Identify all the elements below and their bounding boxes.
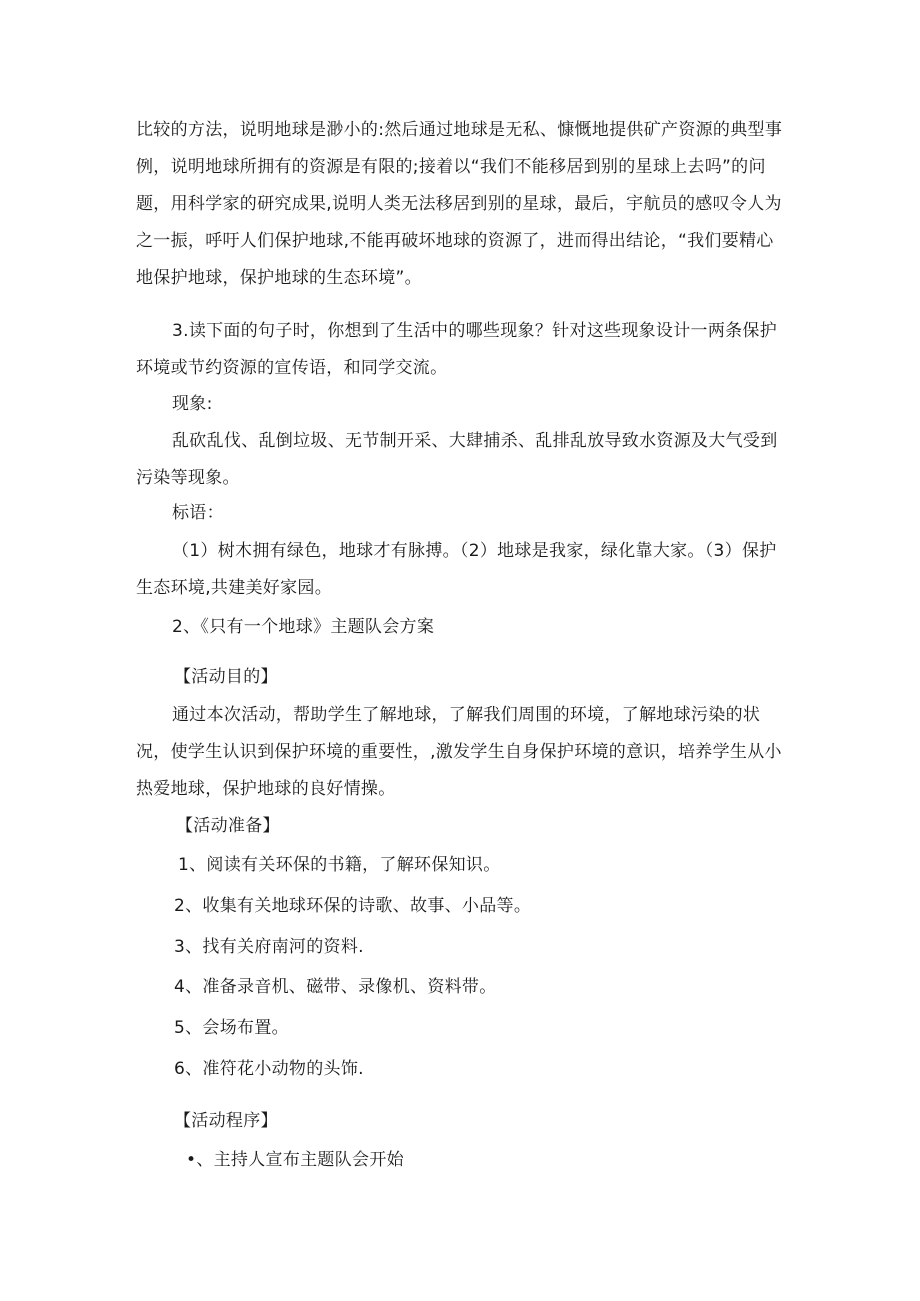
- prep-item-3: 3、找有关府南河的资料.: [174, 937, 364, 957]
- phenomena-label: 现象:: [172, 394, 213, 414]
- slogan-text: （1）树木拥有绿色，地球才有脉搏。（2）地球是我家，绿化靠大家。（3）保护生态环境,共建美好家园。: [136, 541, 777, 598]
- section-2-title: 2、《只有一个地球》主题队会方案: [172, 617, 435, 637]
- prep-item-2: 2、收集有关地球环保的诗歌、故事、小品等。: [174, 896, 532, 916]
- phenomena-text: 乱砍乱伐、乱倒垃圾、无节制开采、大肆捕杀、乱排乱放导致水资源及大气受到污染等现象。: [136, 431, 778, 488]
- prep-item-5: 5、会场布置。: [174, 1018, 289, 1038]
- intro-paragraph: 比较的方法，说明地球是渺小的:然后通过地球是无私、慷慨地提供矿产资源的典型事例，说明地球所拥有的资源是有限的;接着以“我们不能移居到别的星球上去吗”的问题，用科学家的研究成果,说明人类无法移居到别的星球，最后，宇航员的感叹令人为之一振，呼吁人们保护地球,不能再破坏地球的资源了，进而得出结论，“我们要精心地保护地球，保护地球的生态环境”。: [136, 120, 783, 288]
- prep-heading: 【活动准备】: [176, 816, 280, 836]
- question-3: 3.读下面的句子时，你想到了生活中的哪些现象？针对这些现象设计一两条保护环境或节约资源的宣传语，和同学交流。: [136, 321, 778, 378]
- prep-item-4: 4、准备录音机、磁带、录像机、资料带。: [174, 977, 497, 997]
- procedure-heading: 【活动程序】: [174, 1111, 278, 1131]
- prep-item-1: 1、阅读有关环保的书籍，了解环保知识。: [178, 855, 501, 875]
- procedure-item-1: •、主持人宣布主题队会开始: [186, 1150, 404, 1170]
- slogan-label: 标语：: [172, 503, 224, 523]
- prep-item-6: 6、准符花小动物的头饰.: [174, 1059, 364, 1079]
- purpose-heading: 【活动目的】: [174, 667, 278, 687]
- purpose-text: 通过本次活动，帮助学生了解地球，了解我们周围的环境，了解地球污染的状况，使学生认识到保护环境的重要性，,激发学生自身保护环境的意识，培养学生从小热爱地球，保护地球的良好情操。: [136, 705, 782, 799]
